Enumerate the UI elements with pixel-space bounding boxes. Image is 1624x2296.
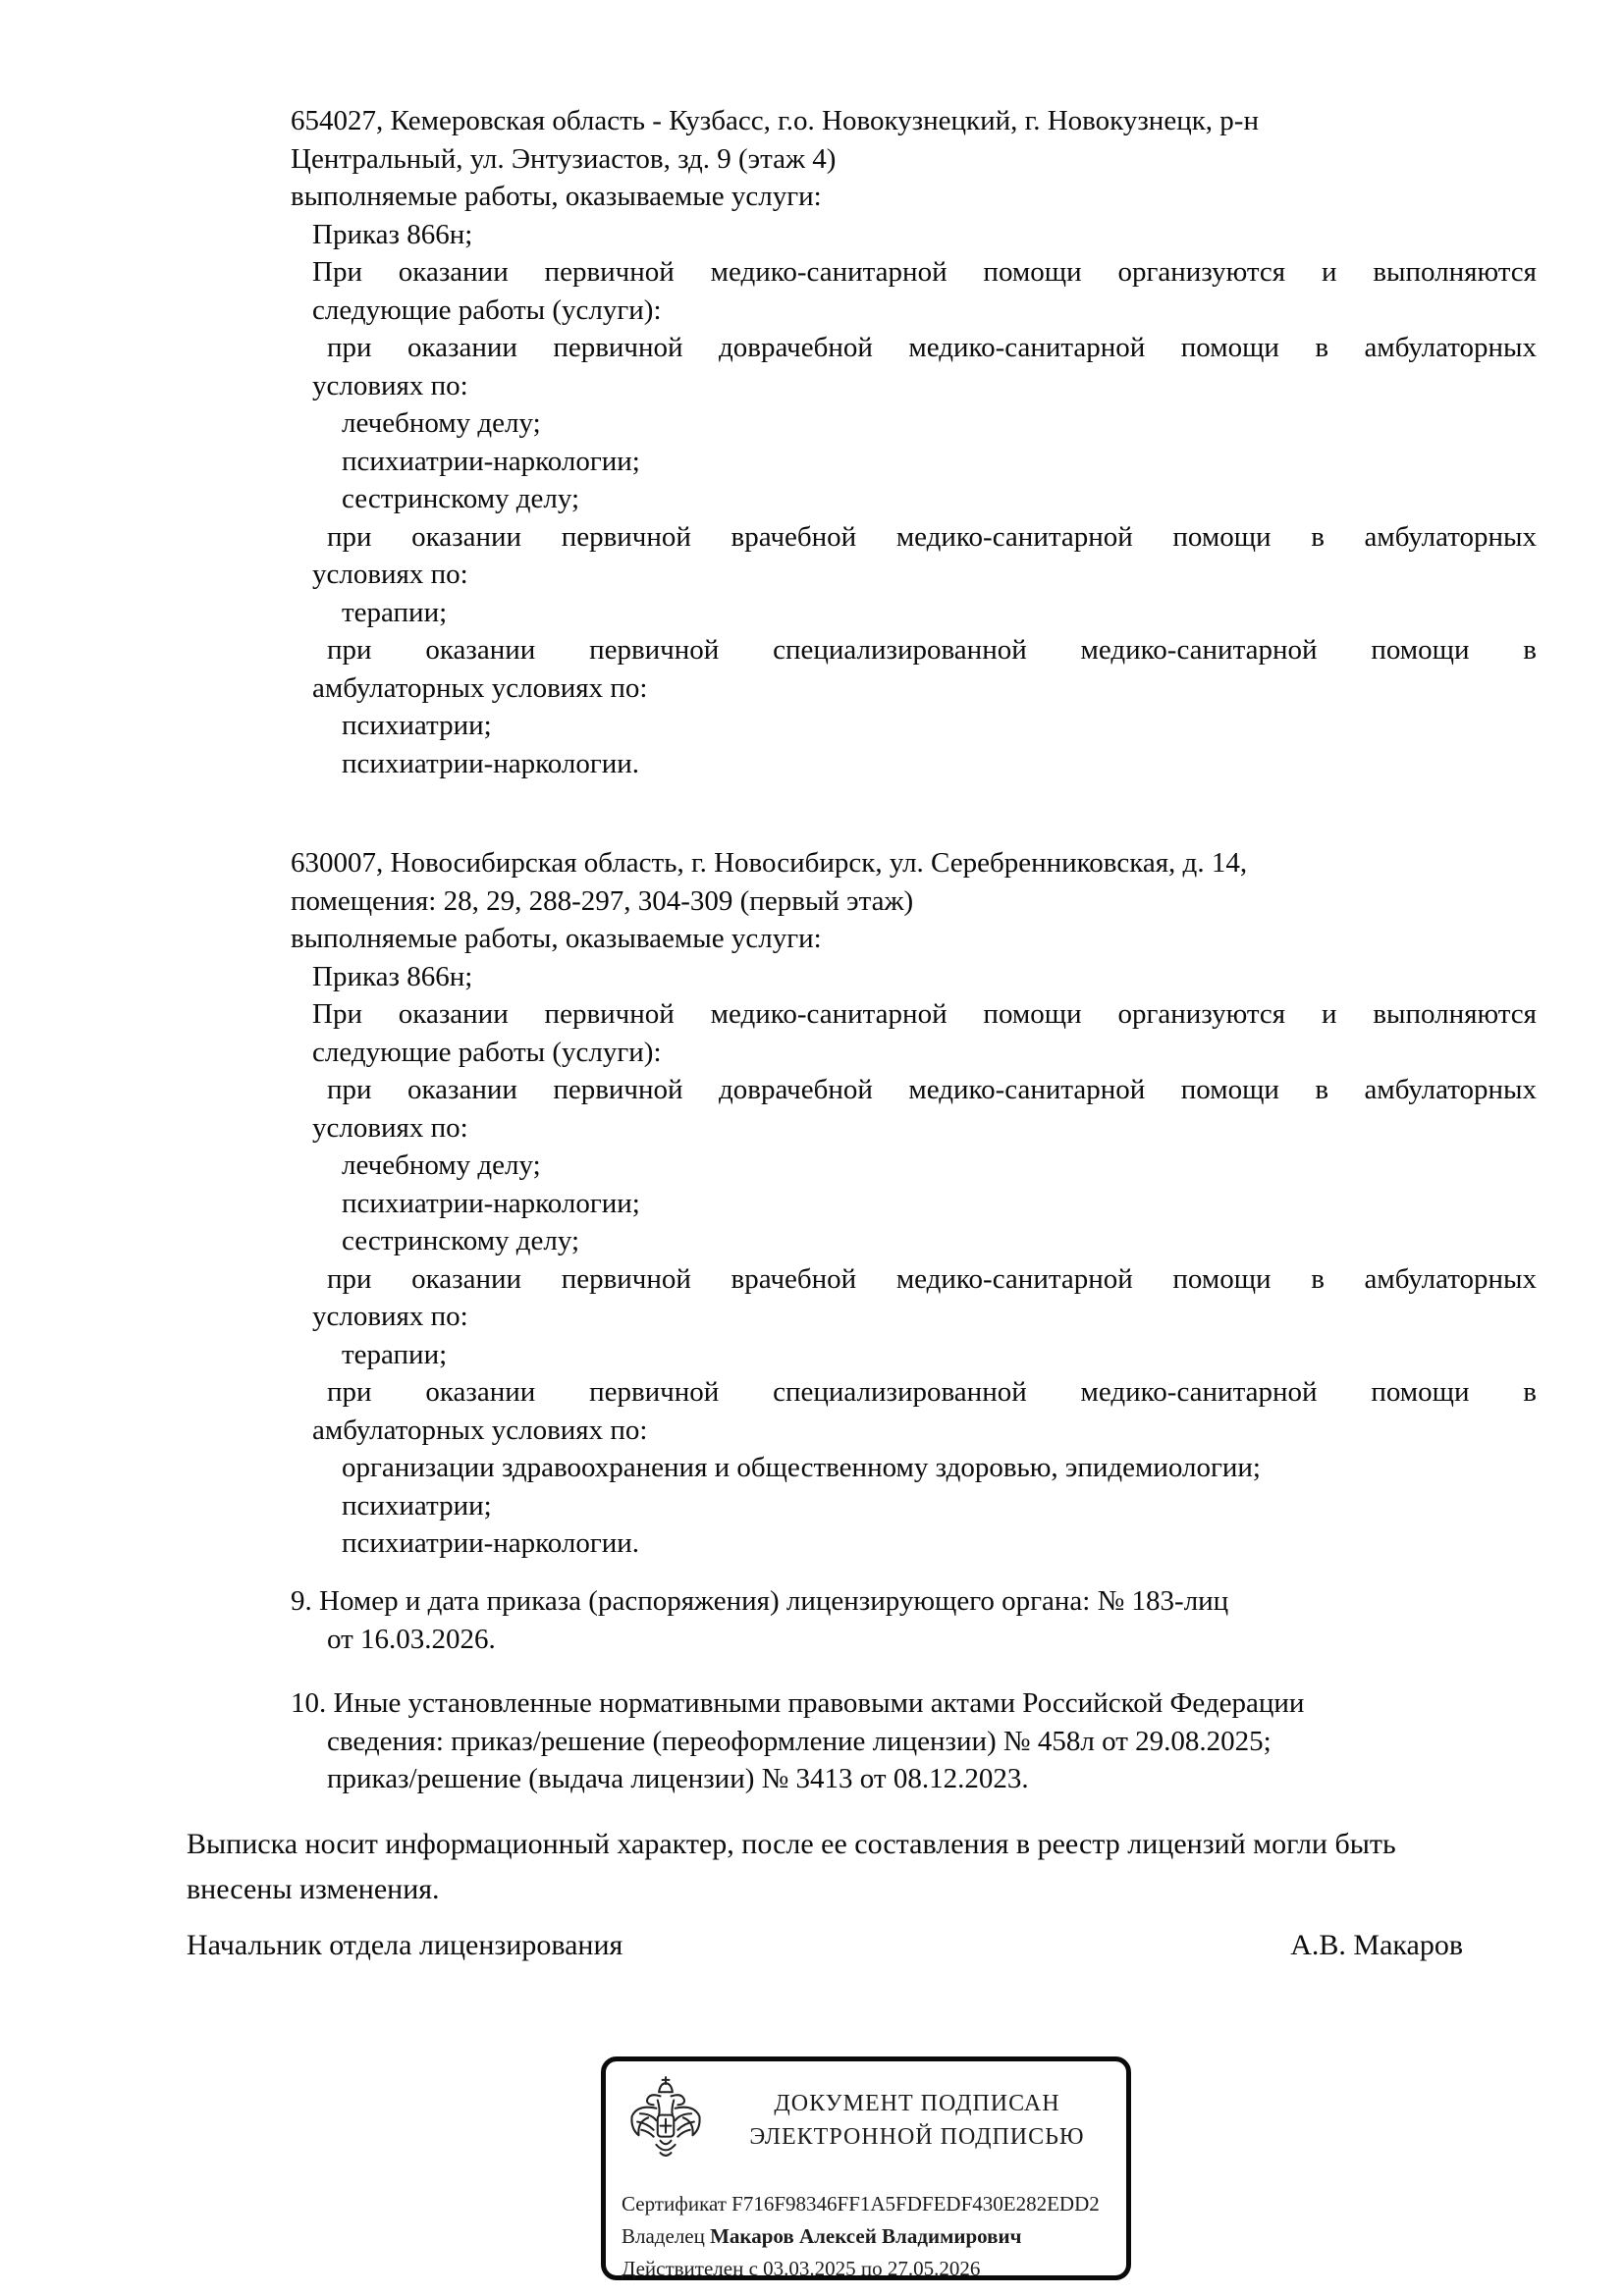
text-line: При оказании первичной медико-санитарной помощи организуются и выполняются <box>312 998 1537 1030</box>
text-line: При оказании первичной медико-санитарной помощи организуются и выполняются <box>312 256 1537 288</box>
service-item: терапии; <box>342 1338 448 1370</box>
stamp-title <box>708 2087 1126 2154</box>
text-line: следующие работы (услуги): <box>312 294 662 326</box>
service-item: организации здравоохранения и общественному здоровью, эпидемиологии; <box>342 1452 1261 1483</box>
address-block-kemerovo <box>291 102 1537 782</box>
certificate-line <box>622 2188 1126 2220</box>
roszdravnadzor-eagle-icon <box>623 2073 708 2186</box>
stamp-title-line2: ЭЛЕКТРОННОЙ ПОДПИСЬЮ <box>749 2124 1085 2150</box>
text-line: следующие работы (услуги): <box>312 1036 662 1068</box>
service-item: психиатрии-наркологии; <box>342 1187 640 1219</box>
text-line: 9. Номер и дата приказа (распоряжения) лицензирующего органа: № 183-лиц <box>291 1585 1229 1617</box>
address-block-novosibirsk <box>291 844 1537 1563</box>
owner-label: Владелец <box>622 2224 705 2248</box>
text-line: амбулаторных условиях по: <box>312 1414 648 1446</box>
text-line: условиях по: <box>312 369 468 401</box>
text-line: 10. Иные установленные нормативными правовыми актами Российской Федерации <box>291 1687 1305 1719</box>
works-services-label: выполняемые работы, оказываемые услуги: <box>291 181 822 212</box>
validity-line: Действителен с 03.03.2025 по 27.05.2026 <box>622 2257 981 2280</box>
address-line: Центральный, ул. Энтузиастов, зд. 9 (этаж 4) <box>291 142 837 175</box>
text-line: при оказании первичной врачебной медико-санитарной помощи в амбулаторных <box>327 1262 1537 1295</box>
text-line: условиях по: <box>312 1301 468 1332</box>
certificate-label: Сертификат <box>622 2192 727 2216</box>
text-line: при оказании первичной специализированной медико-санитарной помощи в <box>327 634 1537 666</box>
text-line: при оказании первичной доврачебной медико-санитарной помощи в амбулаторных <box>327 1074 1537 1105</box>
service-item: психиатрии; <box>342 1489 492 1522</box>
service-item: сестринскому делу; <box>342 483 580 514</box>
address-line: помещения: 28, 29, 288-297, 304-309 (первый этаж) <box>291 884 914 917</box>
service-item: психиатрии-наркологии. <box>342 1527 640 1559</box>
signer-position: Начальник отдела лицензирования <box>187 1929 623 1961</box>
stamp-title-line1: ДОКУМЕНТ ПОДПИСАН <box>774 2091 1060 2116</box>
item-9-order-number <box>291 1582 1537 1658</box>
owner-name: Макаров Алексей Владимирович <box>710 2224 1022 2248</box>
text-line: от 16.03.2026. <box>327 1623 496 1655</box>
service-item: психиатрии; <box>342 710 492 741</box>
text-line: Выписка носит информационный характер, после ее составления в реестр лицензий могли быть <box>187 1828 1396 1860</box>
stamp-details <box>622 2188 1126 2285</box>
service-item: сестринскому делу; <box>342 1225 580 1256</box>
text-line: амбулаторных условиях по: <box>312 671 648 704</box>
address-line: 654027, Кемеровская область - Кузбасс, г.о. Новокузнецкий, г. Новокузнецк, р-н <box>291 105 1259 136</box>
text-line: условиях по: <box>312 559 468 590</box>
electronic-signature-stamp <box>601 2056 1131 2280</box>
service-item: психиатрии-наркологии. <box>342 747 640 779</box>
item-10-other-info <box>291 1684 1537 1798</box>
certificate-value: F716F98346FF1A5FDFEDF430E282EDD2 <box>731 2192 1100 2216</box>
service-item: лечебному делу; <box>342 1149 541 1181</box>
text-line: внесены изменения. <box>187 1873 440 1905</box>
text-line: приказ/решение (выдача лицензии) № 3413 от 08.12.2023. <box>327 1763 1029 1794</box>
address-line: 630007, Новосибирская область, г. Новосибирск, ул. Серебренниковская, д. 14, <box>291 847 1248 879</box>
text-line: условиях по: <box>312 1111 468 1144</box>
owner-line <box>622 2220 1126 2253</box>
works-services-label: выполняемые работы, оказываемые услуги: <box>291 923 822 954</box>
order-line: Приказ 866н; <box>312 960 473 992</box>
order-line: Приказ 866н; <box>312 218 473 250</box>
text-line: сведения: приказ/решение (переоформление лицензии) № 458л от 29.08.2025; <box>327 1725 1272 1757</box>
informational-note <box>187 1822 1538 1912</box>
signer-name: А.В. Макаров <box>1290 1929 1463 1961</box>
service-item: психиатрии-наркологии; <box>342 445 640 477</box>
text-line: при оказании первичной специализированной медико-санитарной помощи в <box>327 1376 1537 1408</box>
text-line: при оказании первичной врачебной медико-санитарной помощи в амбулаторных <box>327 520 1537 553</box>
text-line: при оказании первичной доврачебной медико-санитарной помощи в амбулаторных <box>327 332 1537 363</box>
stamp-header <box>606 2061 1126 2186</box>
service-item: терапии; <box>342 596 448 628</box>
signature-row <box>187 1926 1463 1965</box>
service-item: лечебному делу; <box>342 407 541 439</box>
